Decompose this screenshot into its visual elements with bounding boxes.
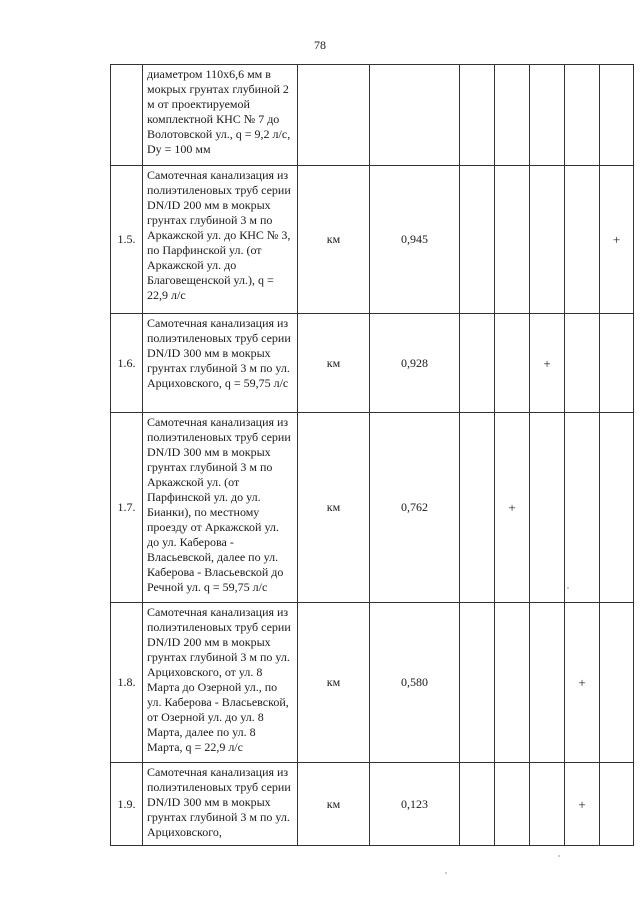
year-mark-cell [565,166,600,314]
row-number: 1.5. [111,166,143,314]
year-mark-cell [530,65,565,166]
year-mark-cell: + [565,763,600,846]
year-mark-cell [460,314,495,413]
work-description: диаметром 110х6,6 мм в мокрых грунтах глубиной 2 м от проектируемой комплектной КНС № 7 до Волотовской ул., q = 9,2 л/с, Dy = 100 мм [143,65,298,166]
unit-cell: км [298,314,370,413]
table-row [111,65,634,166]
year-mark-cell [495,603,530,763]
quantity-cell: 0,945 [370,166,460,314]
row-number: 1.7. [111,413,143,603]
year-mark-cell [460,413,495,603]
unit-cell: км [298,166,370,314]
year-mark-cell [460,166,495,314]
table-row [111,413,634,603]
quantity-cell: 0,928 [370,314,460,413]
year-mark-cell [565,413,600,603]
year-mark-cell [565,65,600,166]
scan-speck [567,587,569,589]
work-description: Самотечная канализация из полиэтиленовых труб серии DN/ID 200 мм в мокрых грунтах глубиной 3 м по Аркажской ул. до КНС № 3, по Парфинской ул. (от Аркажской ул. до Благовещенской ул.), q = 22,9 л/с [143,166,298,314]
year-mark-cell [460,603,495,763]
work-description: Самотечная канализация из полиэтиленовых труб серии DN/ID 300 мм в мокрых грунтах глубиной 3 м по ул. Арциховского, q = 59,75 л/с [143,314,298,413]
quantity-cell: 0,762 [370,413,460,603]
year-mark-cell [495,314,530,413]
year-mark-cell [530,166,565,314]
year-mark-cell: + [565,603,600,763]
row-number: 1.6. [111,314,143,413]
work-description: Самотечная канализация из полиэтиленовых труб серии DN/ID 200 мм в мокрых грунтах глубиной 3 м по ул. Арциховского, от ул. 8 Марта до Озерной ул., по ул. Каберова - Власьевской, от Озерной ул. до ул. 8 Марта, далее по ул. 8 Марта, q = 22,9 л/с [143,603,298,763]
year-mark-cell [565,314,600,413]
year-mark-cell [495,763,530,846]
row-number: 1.8. [111,603,143,763]
year-mark-cell [495,166,530,314]
quantity-cell: 0,123 [370,763,460,846]
year-mark-cell: + [530,314,565,413]
works-table [110,64,634,846]
quantity-cell: 0,580 [370,603,460,763]
year-mark-cell [495,65,530,166]
year-mark-cell [460,65,495,166]
table-row [111,314,634,413]
year-mark-cell [600,314,634,413]
table-row [111,603,634,763]
page-number: 78 [314,38,326,52]
work-description: Самотечная канализация из полиэтиленовых труб серии DN/ID 300 мм в мокрых грунтах глубиной 3 м по ул. Арциховского, [143,763,298,846]
quantity-cell [370,65,460,166]
unit-cell: км [298,603,370,763]
unit-cell [298,65,370,166]
year-mark-cell [600,413,634,603]
year-mark-cell [530,763,565,846]
year-mark-cell [600,65,634,166]
row-number: 1.9. [111,763,143,846]
scan-speck [558,855,560,857]
row-number [111,65,143,166]
year-mark-cell: + [600,166,634,314]
table-row [111,166,634,314]
unit-cell: км [298,413,370,603]
year-mark-cell: + [495,413,530,603]
table-row [111,763,634,846]
year-mark-cell [600,763,634,846]
year-mark-cell [530,603,565,763]
year-mark-cell [530,413,565,603]
year-mark-cell [460,763,495,846]
unit-cell: км [298,763,370,846]
year-mark-cell [600,603,634,763]
scan-speck [445,872,447,874]
work-description: Самотечная канализация из полиэтиленовых труб серии DN/ID 300 мм в мокрых грунтах глубиной 3 м по Аркажской ул. (от Парфинской ул. до ул. Бианки), по местному проезду от Аркажской ул. до ул. Каберова - Власьевской, далее по ул. Каберова - Власьевской до Речной ул. q = 59,75 л/с [143,413,298,603]
